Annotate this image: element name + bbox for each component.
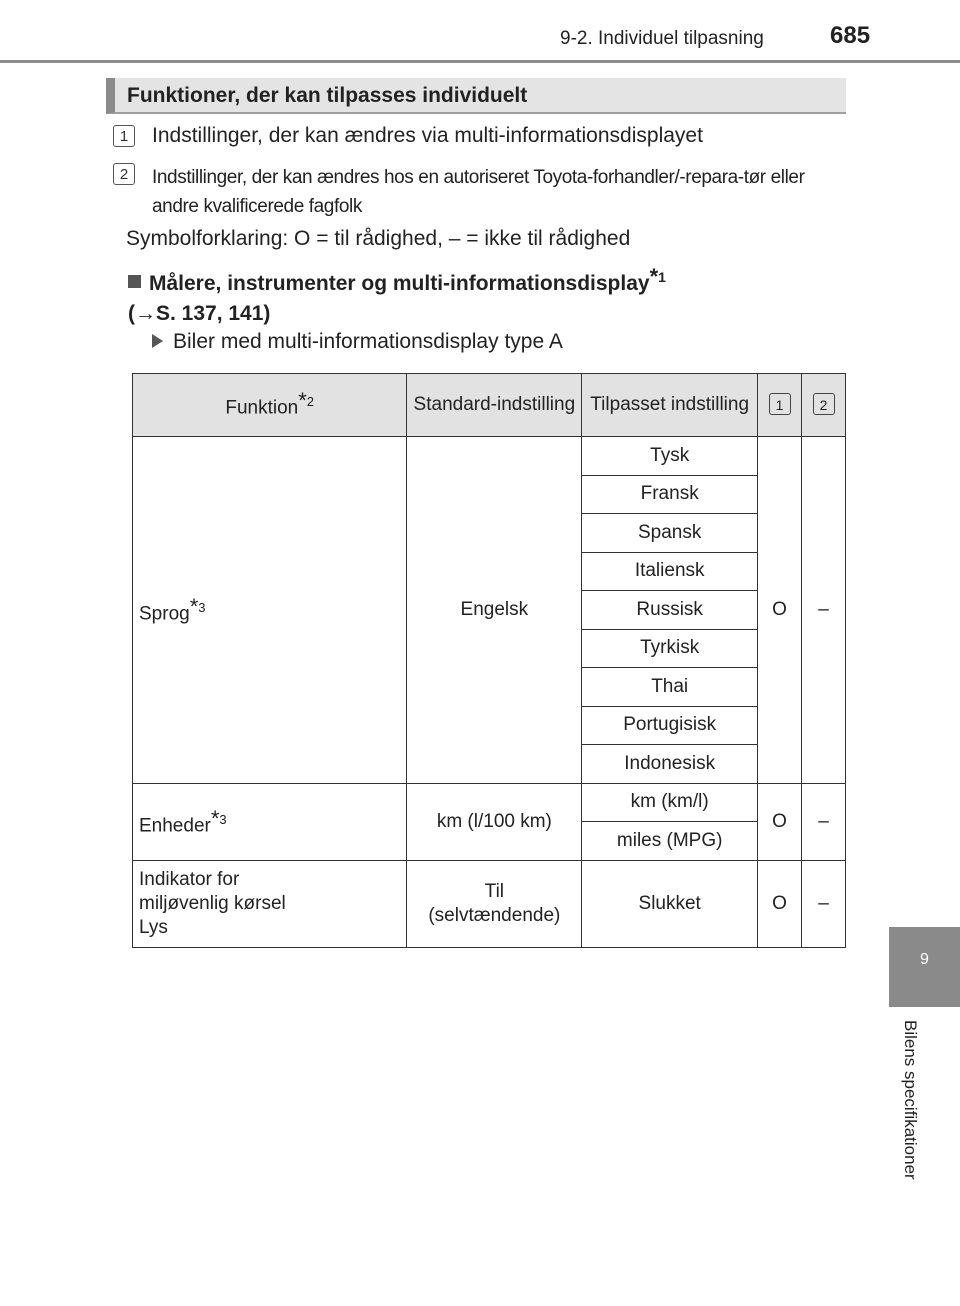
item-text-1: Indstillinger, der kan ændres via multi-informationsdisplayet xyxy=(152,124,703,147)
row-standard: Engelsk xyxy=(407,437,582,784)
header-custom: Tilpasset indstilling xyxy=(582,374,758,437)
custom-option: Spansk xyxy=(582,514,758,553)
custom-option: km (km/l) xyxy=(582,783,758,822)
subheading-title: Målere, instrumenter og multi-informationsdisplay xyxy=(149,272,650,295)
section-title-bar xyxy=(106,78,846,114)
subheading-reference: (→S. 137, 141) xyxy=(128,302,271,325)
row-col-2: – xyxy=(802,860,846,947)
custom-option: Italiensk xyxy=(582,552,758,591)
custom-option: Tysk xyxy=(582,437,758,476)
triangle-bullet-icon xyxy=(152,334,163,348)
footnote-marker: *1 xyxy=(649,264,666,289)
custom-option: Indonesisk xyxy=(582,745,758,784)
custom-option: Tyrkisk xyxy=(582,629,758,668)
item-number-2: 2 xyxy=(113,163,135,185)
variant-text: Biler med multi-informationsdisplay type A xyxy=(173,330,563,353)
row-function: Sprog$^{*3}$ xyxy=(133,437,407,784)
custom-option: miles (MPG) xyxy=(582,822,758,861)
symbol-legend: Symbolforklaring: O = til rådighed, – = ikke til rådighed xyxy=(126,227,631,250)
item-number-1: 1 xyxy=(113,125,135,147)
table-row xyxy=(133,860,846,947)
header-standard: Standard-indstilling xyxy=(407,374,582,437)
chapter-tab: 9 xyxy=(889,927,960,1007)
item-text-2: Indstillinger, der kan ændres hos en autoriseret Toyota-forhandler/-repara-tør eller andre kvalificerede fagfolk xyxy=(152,167,805,217)
page-number: 685 xyxy=(830,22,871,49)
row-standard: km (l/100 km) xyxy=(407,783,582,860)
row-col-1: O xyxy=(758,783,802,860)
row-function: Enheder$^{*3}$ xyxy=(133,783,407,860)
row-col-2: – xyxy=(802,437,846,784)
custom-option: Russisk xyxy=(582,591,758,630)
row-col-1: O xyxy=(758,860,802,947)
settings-table xyxy=(132,373,846,948)
table-header-row xyxy=(133,374,846,437)
custom-option: Portugisisk xyxy=(582,706,758,745)
row-col-1: O xyxy=(758,437,802,784)
custom-option: Thai xyxy=(582,668,758,707)
square-bullet-icon xyxy=(128,275,141,288)
table-row xyxy=(133,437,846,476)
variant-line xyxy=(152,330,563,354)
header-col-2: 2 xyxy=(802,374,846,437)
table-row xyxy=(133,783,846,822)
section-title: Funktioner, der kan tilpasses individuelt xyxy=(127,84,528,107)
row-col-2: – xyxy=(802,783,846,860)
custom-option: Slukket xyxy=(582,860,758,947)
header-rule xyxy=(0,60,960,63)
subheading xyxy=(128,262,666,329)
custom-option: Fransk xyxy=(582,475,758,514)
chapter-label: Bilens specifikationer xyxy=(901,1020,920,1180)
header-col-1: 1 xyxy=(758,374,802,437)
row-function: Indikator for miljøvenlig kørsel Lys xyxy=(133,860,407,947)
header-section-title: 9-2. Individuel tilpasning xyxy=(560,28,764,49)
header-function: Funktion$^{*2}$ xyxy=(133,374,407,437)
row-standard: Til (selvtændende) xyxy=(407,860,582,947)
